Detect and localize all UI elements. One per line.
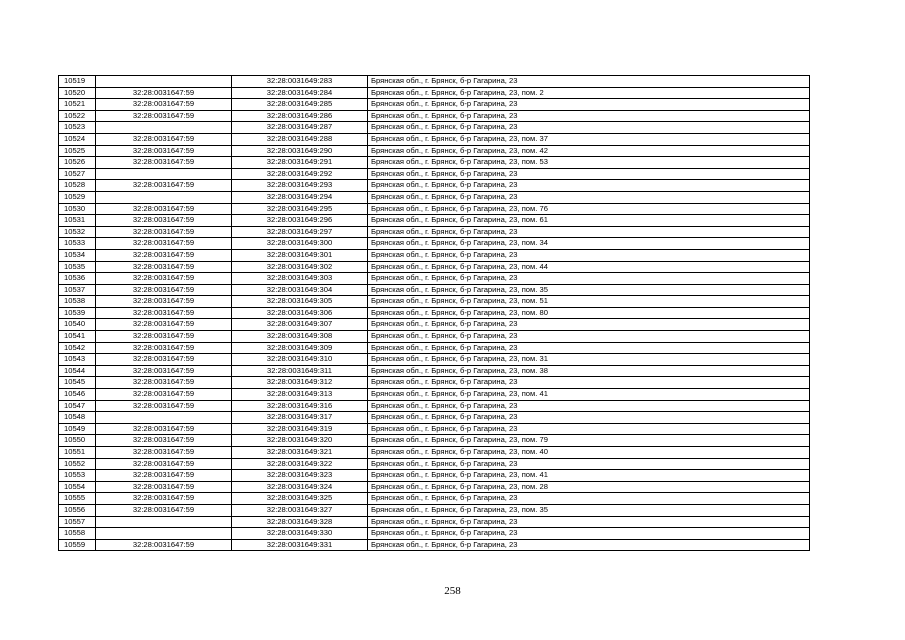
table-row [59,493,810,505]
cadastral-number-cell: 32:28:0031649:296 [232,215,368,227]
parent-cadastral-cell: 32:28:0031647:59 [96,365,232,377]
address-cell: Брянская обл., г. Брянск, б-р Гагарина, 23 [368,180,810,192]
cadastral-number-cell: 32:28:0031649:320 [232,435,368,447]
registry-table-body [59,76,810,551]
table-row [59,354,810,366]
table-row [59,168,810,180]
parent-cadastral-cell: 32:28:0031647:59 [96,493,232,505]
table-row [59,76,810,88]
table-row [59,261,810,273]
address-cell: Брянская обл., г. Брянск, б-р Гагарина, 23, пом. 28 [368,481,810,493]
cadastral-number-cell: 32:28:0031649:313 [232,389,368,401]
address-cell: Брянская обл., г. Брянск, б-р Гагарина, 23, пом. 61 [368,215,810,227]
parent-cadastral-cell: 32:28:0031647:59 [96,203,232,215]
table-row [59,447,810,459]
address-cell: Брянская обл., г. Брянск, б-р Гагарина, 23 [368,110,810,122]
row-number-cell: 10545 [59,377,96,389]
table-row [59,377,810,389]
address-cell: Брянская обл., г. Брянск, б-р Гагарина, 23, пом. 38 [368,365,810,377]
table-row [59,215,810,227]
row-number-cell: 10540 [59,319,96,331]
address-cell: Брянская обл., г. Брянск, б-р Гагарина, 23, пом. 80 [368,307,810,319]
table-row [59,331,810,343]
table-row [59,145,810,157]
cadastral-number-cell: 32:28:0031649:304 [232,284,368,296]
cadastral-number-cell: 32:28:0031649:310 [232,354,368,366]
table-row [59,365,810,377]
address-cell: Брянская обл., г. Брянск, б-р Гагарина, 23 [368,226,810,238]
row-number-cell: 10530 [59,203,96,215]
table-row [59,238,810,250]
row-number-cell: 10556 [59,504,96,516]
parent-cadastral-cell [96,412,232,424]
table-row [59,110,810,122]
row-number-cell: 10520 [59,87,96,99]
cadastral-number-cell: 32:28:0031649:327 [232,504,368,516]
cadastral-number-cell: 32:28:0031649:325 [232,493,368,505]
address-cell: Брянская обл., г. Брянск, б-р Гагарина, 23, пом. 42 [368,145,810,157]
parent-cadastral-cell: 32:28:0031647:59 [96,215,232,227]
row-number-cell: 10532 [59,226,96,238]
cadastral-number-cell: 32:28:0031649:330 [232,528,368,540]
address-cell: Брянская обл., г. Брянск, б-р Гагарина, 23 [368,331,810,343]
row-number-cell: 10536 [59,273,96,285]
parent-cadastral-cell [96,168,232,180]
parent-cadastral-cell [96,122,232,134]
address-cell: Брянская обл., г. Брянск, б-р Гагарина, 23, пом. 35 [368,504,810,516]
cadastral-number-cell: 32:28:0031649:293 [232,180,368,192]
address-cell: Брянская обл., г. Брянск, б-р Гагарина, 23 [368,319,810,331]
parent-cadastral-cell [96,528,232,540]
row-number-cell: 10539 [59,307,96,319]
table-row [59,180,810,192]
cadastral-number-cell: 32:28:0031649:323 [232,470,368,482]
address-cell: Брянская обл., г. Брянск, б-р Гагарина, 23 [368,458,810,470]
address-cell: Брянская обл., г. Брянск, б-р Гагарина, 23 [368,516,810,528]
row-number-cell: 10538 [59,296,96,308]
parent-cadastral-cell: 32:28:0031647:59 [96,157,232,169]
table-row [59,226,810,238]
address-cell: Брянская обл., г. Брянск, б-р Гагарина, 23, пом. 41 [368,470,810,482]
address-cell: Брянская обл., г. Брянск, б-р Гагарина, 23, пом. 53 [368,157,810,169]
table-row [59,87,810,99]
cadastral-number-cell: 32:28:0031649:307 [232,319,368,331]
parent-cadastral-cell: 32:28:0031647:59 [96,400,232,412]
parent-cadastral-cell: 32:28:0031647:59 [96,110,232,122]
row-number-cell: 10522 [59,110,96,122]
table-row [59,133,810,145]
row-number-cell: 10529 [59,191,96,203]
address-cell: Брянская обл., г. Брянск, б-р Гагарина, 23 [368,412,810,424]
row-number-cell: 10546 [59,389,96,401]
address-cell: Брянская обл., г. Брянск, б-р Гагарина, 23 [368,249,810,261]
address-cell: Брянская обл., г. Брянск, б-р Гагарина, 23, пом. 51 [368,296,810,308]
table-row [59,296,810,308]
parent-cadastral-cell: 32:28:0031647:59 [96,226,232,238]
address-cell: Брянская обл., г. Брянск, б-р Гагарина, 23 [368,377,810,389]
cadastral-number-cell: 32:28:0031649:305 [232,296,368,308]
parent-cadastral-cell: 32:28:0031647:59 [96,238,232,250]
address-cell: Брянская обл., г. Брянск, б-р Гагарина, 23 [368,342,810,354]
cadastral-number-cell: 32:28:0031649:294 [232,191,368,203]
cadastral-number-cell: 32:28:0031649:302 [232,261,368,273]
parent-cadastral-cell [96,191,232,203]
table-row [59,122,810,134]
cadastral-number-cell: 32:28:0031649:297 [232,226,368,238]
cadastral-number-cell: 32:28:0031649:287 [232,122,368,134]
parent-cadastral-cell [96,516,232,528]
table-row [59,435,810,447]
parent-cadastral-cell: 32:28:0031647:59 [96,342,232,354]
row-number-cell: 10531 [59,215,96,227]
address-cell: Брянская обл., г. Брянск, б-р Гагарина, 23 [368,493,810,505]
registry-table [58,75,810,551]
table-row [59,504,810,516]
table-row [59,470,810,482]
row-number-cell: 10534 [59,249,96,261]
parent-cadastral-cell: 32:28:0031647:59 [96,133,232,145]
row-number-cell: 10543 [59,354,96,366]
cadastral-number-cell: 32:28:0031649:284 [232,87,368,99]
row-number-cell: 10537 [59,284,96,296]
cadastral-number-cell: 32:28:0031649:311 [232,365,368,377]
cadastral-number-cell: 32:28:0031649:292 [232,168,368,180]
row-number-cell: 10521 [59,99,96,111]
address-cell: Брянская обл., г. Брянск, б-р Гагарина, 23, пом. 79 [368,435,810,447]
table-row [59,284,810,296]
row-number-cell: 10552 [59,458,96,470]
table-row [59,99,810,111]
table-row [59,249,810,261]
row-number-cell: 10535 [59,261,96,273]
row-number-cell: 10541 [59,331,96,343]
address-cell: Брянская обл., г. Брянск, б-р Гагарина, 23 [368,423,810,435]
cadastral-number-cell: 32:28:0031649:308 [232,331,368,343]
parent-cadastral-cell: 32:28:0031647:59 [96,389,232,401]
row-number-cell: 10526 [59,157,96,169]
row-number-cell: 10559 [59,539,96,551]
table-row [59,516,810,528]
cadastral-number-cell: 32:28:0031649:290 [232,145,368,157]
cadastral-number-cell: 32:28:0031649:316 [232,400,368,412]
table-row [59,273,810,285]
parent-cadastral-cell: 32:28:0031647:59 [96,307,232,319]
parent-cadastral-cell: 32:28:0031647:59 [96,447,232,459]
address-cell: Брянская обл., г. Брянск, б-р Гагарина, 23, пом. 40 [368,447,810,459]
table-row [59,157,810,169]
parent-cadastral-cell: 32:28:0031647:59 [96,539,232,551]
page-number: 258 [444,585,461,597]
address-cell: Брянская обл., г. Брянск, б-р Гагарина, 23 [368,273,810,285]
cadastral-number-cell: 32:28:0031649:300 [232,238,368,250]
cadastral-number-cell: 32:28:0031649:331 [232,539,368,551]
row-number-cell: 10527 [59,168,96,180]
parent-cadastral-cell: 32:28:0031647:59 [96,145,232,157]
row-number-cell: 10528 [59,180,96,192]
address-cell: Брянская обл., г. Брянск, б-р Гагарина, 23, пом. 34 [368,238,810,250]
parent-cadastral-cell: 32:28:0031647:59 [96,423,232,435]
table-row [59,423,810,435]
row-number-cell: 10519 [59,76,96,88]
table-row [59,319,810,331]
parent-cadastral-cell: 32:28:0031647:59 [96,481,232,493]
address-cell: Брянская обл., г. Брянск, б-р Гагарина, 23 [368,539,810,551]
table-row [59,458,810,470]
parent-cadastral-cell: 32:28:0031647:59 [96,273,232,285]
table-row [59,191,810,203]
address-cell: Брянская обл., г. Брянск, б-р Гагарина, 23, пом. 31 [368,354,810,366]
table-row [59,539,810,551]
cadastral-number-cell: 32:28:0031649:312 [232,377,368,389]
row-number-cell: 10547 [59,400,96,412]
address-cell: Брянская обл., г. Брянск, б-р Гагарина, 23 [368,400,810,412]
cadastral-number-cell: 32:28:0031649:288 [232,133,368,145]
parent-cadastral-cell: 32:28:0031647:59 [96,435,232,447]
table-row [59,528,810,540]
row-number-cell: 10554 [59,481,96,493]
parent-cadastral-cell: 32:28:0031647:59 [96,284,232,296]
cadastral-number-cell: 32:28:0031649:285 [232,99,368,111]
address-cell: Брянская обл., г. Брянск, б-р Гагарина, 23, пом. 41 [368,389,810,401]
row-number-cell: 10557 [59,516,96,528]
address-cell: Брянская обл., г. Брянск, б-р Гагарина, 23 [368,528,810,540]
row-number-cell: 10533 [59,238,96,250]
cadastral-number-cell: 32:28:0031649:324 [232,481,368,493]
table-row [59,400,810,412]
address-cell: Брянская обл., г. Брянск, б-р Гагарина, 23, пом. 35 [368,284,810,296]
table-row [59,307,810,319]
table-row [59,203,810,215]
parent-cadastral-cell: 32:28:0031647:59 [96,249,232,261]
cadastral-number-cell: 32:28:0031649:309 [232,342,368,354]
table-row [59,412,810,424]
parent-cadastral-cell: 32:28:0031647:59 [96,354,232,366]
cadastral-number-cell: 32:28:0031649:295 [232,203,368,215]
parent-cadastral-cell: 32:28:0031647:59 [96,458,232,470]
address-cell: Брянская обл., г. Брянск, б-р Гагарина, 23 [368,99,810,111]
table-row [59,342,810,354]
table-row [59,481,810,493]
cadastral-number-cell: 32:28:0031649:306 [232,307,368,319]
row-number-cell: 10544 [59,365,96,377]
cadastral-number-cell: 32:28:0031649:322 [232,458,368,470]
row-number-cell: 10555 [59,493,96,505]
parent-cadastral-cell: 32:28:0031647:59 [96,331,232,343]
cadastral-number-cell: 32:28:0031649:303 [232,273,368,285]
parent-cadastral-cell: 32:28:0031647:59 [96,296,232,308]
row-number-cell: 10523 [59,122,96,134]
parent-cadastral-cell: 32:28:0031647:59 [96,319,232,331]
cadastral-number-cell: 32:28:0031649:321 [232,447,368,459]
address-cell: Брянская обл., г. Брянск, б-р Гагарина, 23, пом. 2 [368,87,810,99]
row-number-cell: 10558 [59,528,96,540]
row-number-cell: 10548 [59,412,96,424]
parent-cadastral-cell: 32:28:0031647:59 [96,504,232,516]
parent-cadastral-cell: 32:28:0031647:59 [96,87,232,99]
row-number-cell: 10553 [59,470,96,482]
cadastral-number-cell: 32:28:0031649:301 [232,249,368,261]
table-row [59,389,810,401]
row-number-cell: 10542 [59,342,96,354]
cadastral-number-cell: 32:28:0031649:286 [232,110,368,122]
row-number-cell: 10525 [59,145,96,157]
cadastral-number-cell: 32:28:0031649:328 [232,516,368,528]
address-cell: Брянская обл., г. Брянск, б-р Гагарина, 23, пом. 76 [368,203,810,215]
row-number-cell: 10550 [59,435,96,447]
address-cell: Брянская обл., г. Брянск, б-р Гагарина, 23, пом. 37 [368,133,810,145]
address-cell: Брянская обл., г. Брянск, б-р Гагарина, 23, пом. 44 [368,261,810,273]
parent-cadastral-cell: 32:28:0031647:59 [96,180,232,192]
row-number-cell: 10524 [59,133,96,145]
parent-cadastral-cell: 32:28:0031647:59 [96,99,232,111]
row-number-cell: 10551 [59,447,96,459]
cadastral-number-cell: 32:28:0031649:283 [232,76,368,88]
parent-cadastral-cell: 32:28:0031647:59 [96,377,232,389]
cadastral-number-cell: 32:28:0031649:291 [232,157,368,169]
address-cell: Брянская обл., г. Брянск, б-р Гагарина, 23 [368,168,810,180]
row-number-cell: 10549 [59,423,96,435]
parent-cadastral-cell: 32:28:0031647:59 [96,261,232,273]
address-cell: Брянская обл., г. Брянск, б-р Гагарина, 23 [368,191,810,203]
parent-cadastral-cell [96,76,232,88]
cadastral-number-cell: 32:28:0031649:317 [232,412,368,424]
cadastral-number-cell: 32:28:0031649:319 [232,423,368,435]
parent-cadastral-cell: 32:28:0031647:59 [96,470,232,482]
address-cell: Брянская обл., г. Брянск, б-р Гагарина, 23 [368,76,810,88]
address-cell: Брянская обл., г. Брянск, б-р Гагарина, 23 [368,122,810,134]
